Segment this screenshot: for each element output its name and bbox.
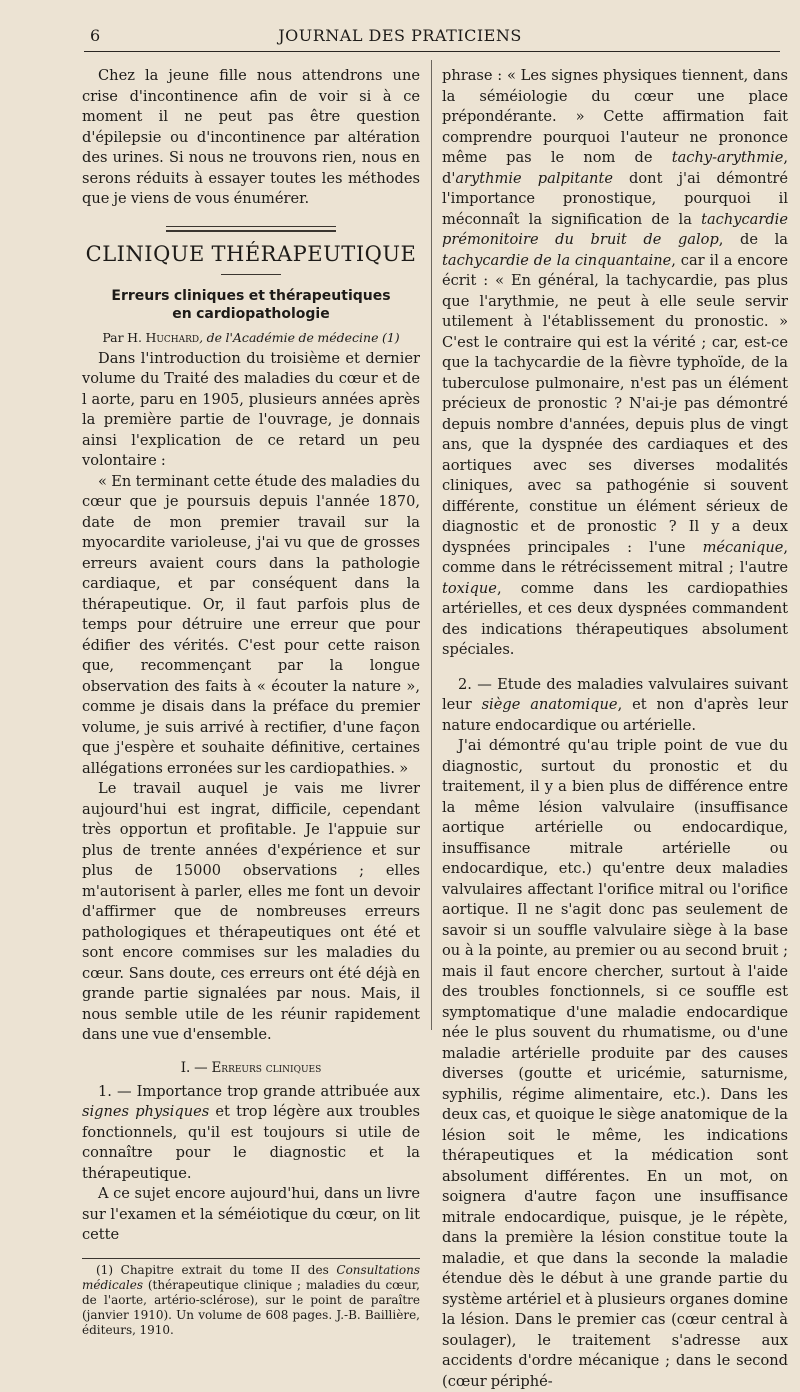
- subhead-text: Erreurs cliniques: [211, 1059, 322, 1076]
- rp1-italic-5: mécanique: [702, 538, 784, 556]
- rp1-italic-3: tachycardie prémonitoire du bruit de galop: [442, 210, 788, 248]
- rp2-a: 2. — Etude des maladies valvulaires suivant leur: [442, 675, 788, 713]
- article-title: [82, 287, 420, 323]
- footnote: [82, 1263, 420, 1338]
- rp1-e: , car il a encore écrit : « En général, la tachycardie, pas plus que l'arythmie, ne peut à elle seule servir utilement à l'établissement du pronostic. » C'est le contraire qui est la vérité ; car, est-ce que la tachycardie de la fièvre typhoïde, de la tuberculose pulmonaire, n'est pas un élément précieux de pronostic ? N'ai-je pas démontré depuis nombre d'années, depuis plus de vingt ans, que la dyspnée des cardiaques et des aortiques avec ses diverses modalités cliniques, avec sa pathogénie si souvent différente, constitue un élément sérieux de diagnostic et de pronostic ? Il y a deux dyspnées principales : l'une: [442, 251, 788, 556]
- paragraph-4: [82, 1082, 420, 1185]
- right-column: [442, 66, 788, 1392]
- paragraph-4-text-b: et trop légère aux troubles fonctionnels, qu'il est toujours si utile de connaître pour le diagnostic et la thérapeutique.: [82, 1103, 420, 1182]
- footnote-text-b: (thérapeutique clinique ; maladies du cœur, de l'aorte, artério-sclérose), sur le point de paraître (janvier 1910). Un volume de 608 pages. J.-B. Baillière, éditeurs, 1910.: [82, 1277, 420, 1337]
- rp1-f: , comme dans le rétrécissement mitral ; l'autre: [442, 538, 788, 576]
- paragraph-4-italic: signes physiques: [82, 1103, 210, 1120]
- right-paragraph-2: [442, 675, 788, 737]
- rp2-italic: siège anatomique: [481, 696, 618, 713]
- rp1-c: dont j'ai démontré l'importance pronostique, pourquoi il méconnaît la signification de la: [442, 169, 788, 228]
- intro-paragraph: Chez la jeune fille nous attendrons une crise d'incontinence afin de voir si à ce moment il ne peut pas être question d'épilepsie ou d'incontinence par altération des urines. Si nous ne trouvons rien, nous en serons réduits à essayer toutes les méthodes que je viens de vous énumérer.: [82, 67, 420, 207]
- rp1-g: , comme dans les cardiopathies artérielles, et ces deux dyspnées commandent des indications thérapeutiques absolument spéciales.: [442, 579, 788, 658]
- header-rule: [84, 51, 780, 52]
- page-header: [0, 0, 800, 56]
- footnote-rule: [82, 1258, 420, 1259]
- paragraph-3: Le travail auquel je vais me livrer aujourd'hui est ingrat, difficile, cependant très opportun et profitable. Je l'appuie sur plus de trente années d'expérience et sur plus de 15000 observations ; elles m'autorisent à parler, elles me font un devoir d'affirmer que de nombreuses erreurs pathologiques et thérapeutiques ont été et sont encore commises sur les maladies du cœur. Sans doute, ces erreurs ont été déjà en grande partie signalées par nous. Mais, il nous semble utile de les réunir rapidement dans une vue d'ensemble.: [82, 780, 420, 1043]
- rp1-italic-4: tachycardie de la cinquantaine: [442, 251, 672, 269]
- right-paragraph-1: [442, 66, 788, 661]
- rp1-a: phrase : « Les signes physiques tiennent, dans la séméiologie du cœur une place prépondérante. » Cette affirmation fait comprendre pourquoi l'auteur ne prononce même pas le nom de: [442, 67, 788, 166]
- column-divider: [431, 60, 432, 1030]
- page-number: 6: [90, 26, 101, 45]
- left-column: [82, 66, 420, 1338]
- byline-author: Huchard: [145, 329, 200, 345]
- right-paragraph-3: J'ai démontré qu'au triple point de vue du diagnostic, surtout du pronostic et du traitement, il y a bien plus de différence entre la même lésion valvulaire (insuffisance aortique artérielle ou endocardique, insuffisance mitrale artérielle ou endocardique, etc.) qu'entre deux maladies valvulaires affectant l'orifice mitral ou l'orifice aortique. Il ne s'agit donc pas seulement de savoir si un souffle valvulaire siège à la base ou à la pointe, au premier ou au second bruit ; mais il faut encore chercher, surtout à l'aide des troubles fonctionnels, si ce souffle est symptomatique d'une maladie endocardique née le plus souvent du rhumatisme, ou d'une maladie artérielle produite par des causes diverses (goutte et uricémie, saturnisme, syphilis, régime alimentaire, etc.). Dans les deux cas, et quoique le siège anatomique de la lésion soit le même, les indications thérapeutiques et la médication sont absolument différentes. En un mot, on soignera d'autre façon une insuffisance mitrale endocardique, puisque, je le répète, dans la première la lésion constitue toute la maladie, et que dans la seconde la maladie étendue dès le début à une grande partie du système artériel et à plusieurs organes domine la lésion. Dans le premier cas (cœur central à soulager), le traitement s'adresse aux accidents d'ordre mécanique ; dans le second (cœur périphé-: [442, 737, 788, 1390]
- article-title-line2: en cardiopathologie: [172, 305, 330, 322]
- article-title-line1: Erreurs cliniques et thérapeutiques: [111, 287, 391, 304]
- footnote-text-a: (1) Chapitre extrait du tome II des: [96, 1262, 337, 1277]
- running-title: JOURNAL DES PRATICIENS: [278, 26, 522, 45]
- subhead-erreurs-cliniques: [82, 1058, 420, 1078]
- rp1-italic-1: tachy-arythmie: [671, 149, 784, 166]
- byline: [82, 329, 420, 347]
- paragraph-1: Dans l'introduction du troisième et dernier volume du Traité des maladies du cœur et de l aorte, paru en 1905, plusieurs années après la première partie de l'ouvrage, je donnais ainsi l'explication de ce retard un peu volontaire :: [82, 349, 420, 469]
- section-title: CLINIQUE THÉRAPEUTIQUE: [85, 241, 417, 266]
- section-title-rule: [221, 274, 281, 275]
- footnote-italic: Consultations médicales: [82, 1262, 420, 1292]
- paragraph-2: « En terminant cette étude des maladies du cœur que je poursuis depuis l'année 1870, date de mon premier travail sur la myocardite varioleuse, j'ai vu que de grosses erreurs avaient cours dans la pathologie cardiaque, et par conséquent dans la thérapeutique. Or, il faut parfois plus de temps pour détruire une erreur que pour édifier des vérités. C'est pour cette raison que, recommençant par la longue observation des faits à « écouter la nature », comme je disais dans la préface du premier volume, je suis arrivé à rectifier, d'une façon que j'espère et souhaite définitive, certaines allégations erronées sur les cardiopathies. »: [82, 472, 420, 777]
- section-separator: [166, 226, 336, 232]
- byline-suffix: , de l'Académie de médecine (1): [199, 329, 400, 345]
- rp1-b: , d': [442, 149, 788, 187]
- rp1-italic-2: arythmie palpitante: [455, 169, 613, 187]
- rp2-b: , et non d'après leur nature endocardique ou artérielle.: [442, 696, 788, 734]
- paragraph-5: A ce sujet encore aujourd'hui, dans un livre sur l'examen et la séméiotique du cœur, on lit cette: [82, 1185, 420, 1243]
- rp1-italic-6: toxique: [442, 579, 497, 597]
- rp1-d: , de la: [718, 231, 788, 248]
- byline-prefix: Par H.: [102, 329, 142, 345]
- subhead-prefix: I. —: [180, 1059, 208, 1076]
- paragraph-4-text-a: 1. — Importance trop grande attribuée aux: [98, 1082, 420, 1100]
